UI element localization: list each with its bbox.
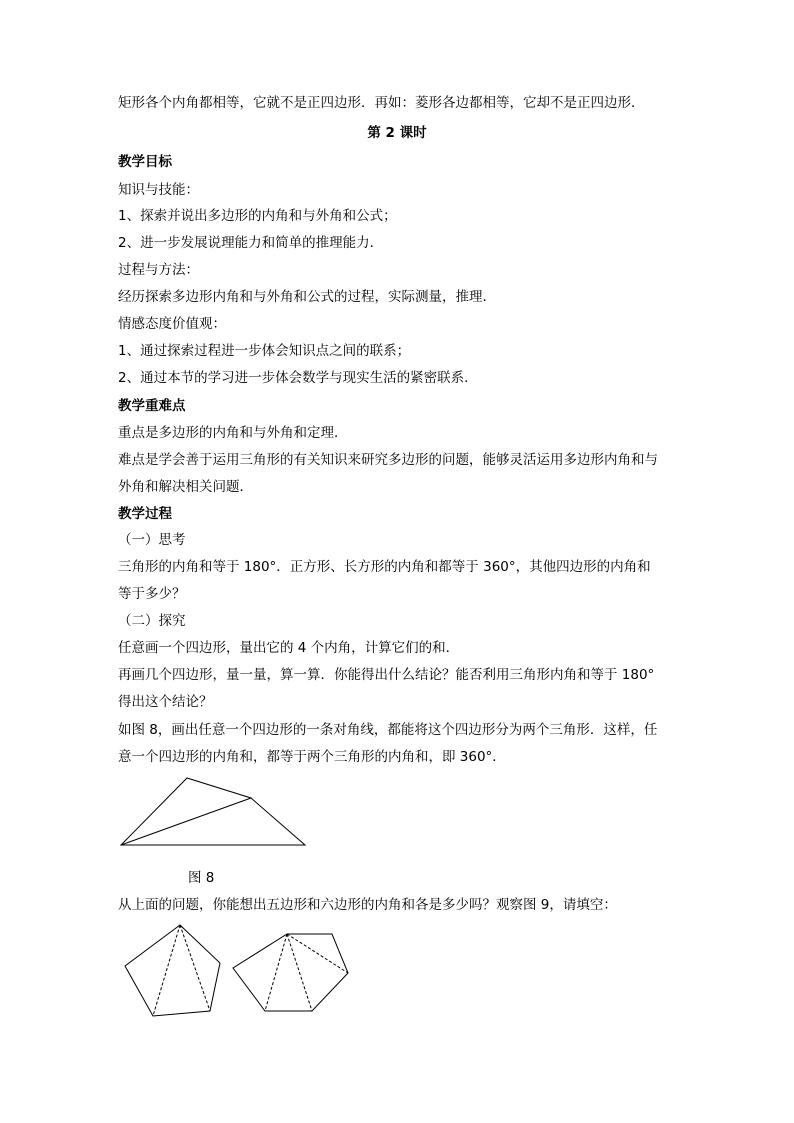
text-line: 得出这个结论？	[118, 694, 213, 710]
text-line: 知识与技能：	[118, 182, 199, 198]
text-line: 2、通过本节的学习进一步体会数学与现实生活的紧密联系．	[118, 370, 478, 386]
text-line: 情感态度价值观：	[118, 316, 226, 332]
text-line: 如图 8，画出任意一个四边形的一条对角线，都能将这个四边形分为两个三角形．这样，任	[118, 722, 658, 738]
text-line: 2、进一步发展说理能力和简单的推理能力．	[118, 235, 384, 251]
text-line: 再画几个四边形，量一量，算一算．你能得出什么结论？能否利用三角形内角和等于 180°	[118, 667, 655, 683]
section-title: 第 2 课时	[367, 125, 427, 141]
text-line: 外角和解决相关问题．	[118, 479, 253, 495]
text-line: 矩形各个内角都相等，它就不是正四边形．再如：菱形各边都相等，它却不是正四边形．	[118, 95, 645, 111]
pentagon-shape	[125, 925, 220, 1016]
text-line: 过程与方法：	[118, 262, 199, 278]
text-line: 1、通过探索过程进一步体会知识点之间的联系；	[118, 343, 411, 359]
heading-teaching-process: 教学过程	[118, 506, 172, 522]
heading-teaching-goals: 教学目标	[118, 154, 172, 170]
text-line: 从上面的问题，你能想出五边形和六边形的内角和各是多少吗？观察图 9，请填空：	[118, 897, 617, 913]
quadrilateral-shape	[121, 778, 305, 845]
text-line: 1、探索并说出多边形的内角和与外角和公式；	[118, 208, 397, 224]
text-line: 意一个四边形的内角和，都等于两个三角形的内角和，即 360°．	[118, 749, 506, 765]
text-line: 任意画一个四边形，量出它的 4 个内角，计算它们的和．	[118, 640, 460, 656]
figure-8-caption: 图 8	[188, 870, 215, 886]
text-line: （二）探究	[118, 613, 186, 629]
text-line: 经历探索多边形内角和与外角和公式的过程，实际测量，推理．	[118, 289, 496, 305]
text-line: 等于多少？	[118, 586, 186, 602]
text-line: 难点是学会善于运用三角形的有关知识来研究多边形的问题，能够灵活运用多边形内角和与	[118, 452, 658, 468]
hexagon-shape	[233, 934, 348, 1011]
text-line: 重点是多边形的内角和与外角和定理．	[118, 425, 348, 441]
text-line: （一）思考	[118, 532, 186, 548]
diagonal-line	[121, 798, 251, 845]
heading-key-points: 教学重难点	[118, 398, 186, 414]
text-line: 三角形的内角和等于 180°．正方形、长方形的内角和都等于 360°，其他四边形的内角和	[118, 559, 651, 575]
